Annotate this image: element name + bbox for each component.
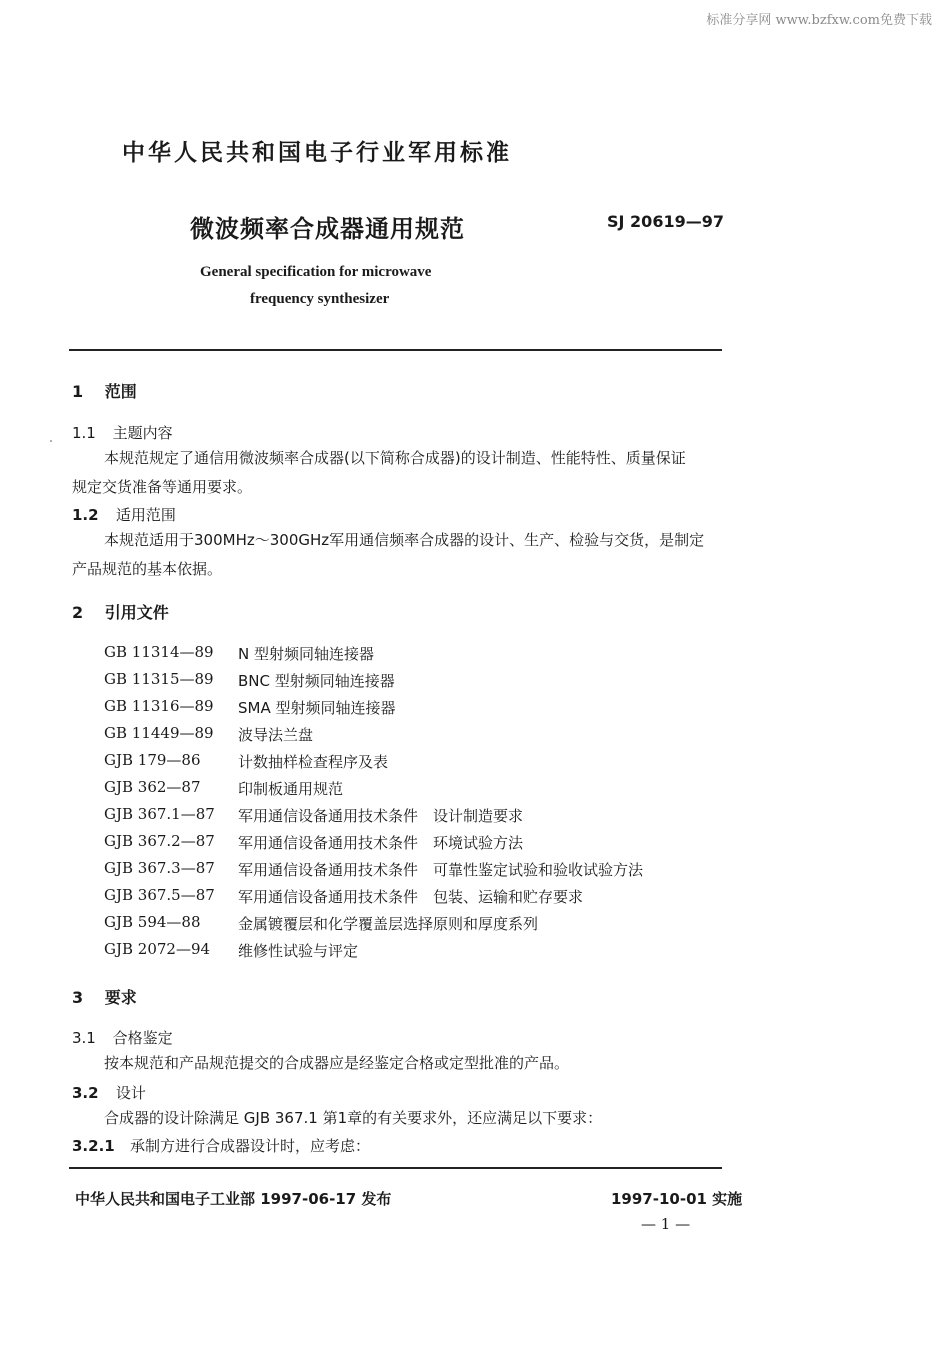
reference-title: 维修性试验与评定 — [238, 942, 359, 960]
reference-title: 波导法兰盘 — [238, 726, 314, 744]
section-number: 1.2 — [72, 506, 99, 524]
section-1-2-text-line2: 产品规范的基本依据。 — [72, 560, 223, 578]
section-title: 主题内容 — [112, 424, 173, 442]
reference-title: SMA 型射频同轴连接器 — [238, 699, 396, 717]
reference-code: GJB 367.1—87 — [104, 805, 215, 823]
reference-code: GJB 594—88 — [104, 913, 201, 931]
header-divider — [69, 349, 722, 351]
section-number: 3.2 — [72, 1084, 99, 1102]
reference-title: 军用通信设备通用技术条件 设计制造要求 — [238, 807, 524, 825]
section-1-heading — [72, 379, 137, 402]
reference-title: 金属镀覆层和化学覆盖层选择原则和厚度系列 — [238, 915, 539, 933]
section-title: 范围 — [104, 382, 137, 401]
reference-title: BNC 型射频同轴连接器 — [238, 672, 395, 690]
effective-date: 1997-10-01 实施 — [611, 1190, 743, 1208]
reference-code: GJB 367.2—87 — [104, 832, 215, 850]
watermark: 标准分享网 www.bzfxw.com免费下载 — [706, 13, 932, 28]
reference-title: 军用通信设备通用技术条件 可靠性鉴定试验和验收试验方法 — [238, 861, 644, 879]
section-number: 1.1 — [72, 424, 96, 442]
footer-divider — [69, 1167, 722, 1169]
section-1-1-text-line1: 本规范规定了通信用微波频率合成器(以下简称合成器)的设计制造、性能特性、质量保证 — [104, 449, 686, 467]
section-1-2-heading — [72, 504, 176, 525]
reference-title: 军用通信设备通用技术条件 包装、运输和贮存要求 — [238, 888, 584, 906]
reference-title: 计数抽样检查程序及表 — [238, 753, 389, 771]
section-3-2-text: 合成器的设计除满足 GJB 367.1 第1章的有关要求外，还应满足以下要求： — [104, 1109, 603, 1127]
section-3-1-text: 按本规范和产品规范提交的合成器应是经鉴定合格或定型批准的产品。 — [104, 1054, 570, 1072]
section-1-1-text-line2: 规定交货准备等通用要求。 — [72, 478, 253, 496]
section-number: 1 — [72, 382, 84, 401]
reference-code: GJB 179—86 — [104, 751, 201, 769]
reference-title: 印制板通用规范 — [238, 780, 344, 798]
reference-title: 军用通信设备通用技术条件 环境试验方法 — [238, 834, 524, 852]
standard-category-title: 中华人民共和国电子行业军用标准 — [122, 140, 512, 166]
section-title: 合格鉴定 — [112, 1029, 173, 1047]
section-number: 2 — [72, 603, 84, 622]
issue-notice: 中华人民共和国电子工业部 1997-06-17 发布 — [75, 1190, 392, 1208]
reference-title: N 型射频同轴连接器 — [238, 645, 374, 663]
section-3-heading — [72, 985, 137, 1008]
scan-speck — [50, 440, 52, 442]
section-1-1-heading — [72, 422, 173, 443]
english-title-line2: frequency synthesizer — [250, 291, 390, 307]
section-title: 设计 — [115, 1084, 146, 1102]
section-1-2-text-line1: 本规范适用于300MHz～300GHz军用通信频率合成器的设计、生产、检验与交货，是制定 — [104, 531, 705, 549]
reference-code: GB 11316—89 — [104, 697, 214, 715]
reference-code: GJB 367.3—87 — [104, 859, 215, 877]
document-code: SJ 20619—97 — [607, 212, 724, 231]
section-title: 要求 — [104, 988, 137, 1007]
reference-code: GB 11314—89 — [104, 643, 214, 661]
english-title-line1: General specification for microwave — [200, 264, 432, 280]
reference-code: GJB 362—87 — [104, 778, 201, 796]
section-text: 承制方进行合成器设计时，应考虑： — [129, 1137, 370, 1155]
reference-code: GJB 367.5—87 — [104, 886, 215, 904]
section-number: 3.1 — [72, 1029, 96, 1047]
section-number: 3.2.1 — [72, 1137, 115, 1155]
reference-code: GJB 2072—94 — [104, 940, 211, 958]
section-2-heading — [72, 600, 169, 623]
reference-code: GB 11449—89 — [104, 724, 214, 742]
reference-code: GB 11315—89 — [104, 670, 214, 688]
section-3-2-heading — [72, 1082, 146, 1103]
section-title: 引用文件 — [104, 603, 169, 622]
page-number: — 1 — — [641, 1215, 691, 1233]
section-number: 3 — [72, 988, 84, 1007]
document-title: 微波频率合成器通用规范 — [190, 215, 465, 243]
section-3-1-heading — [72, 1027, 173, 1048]
section-3-2-1-heading — [72, 1135, 370, 1156]
section-title: 适用范围 — [115, 506, 176, 524]
